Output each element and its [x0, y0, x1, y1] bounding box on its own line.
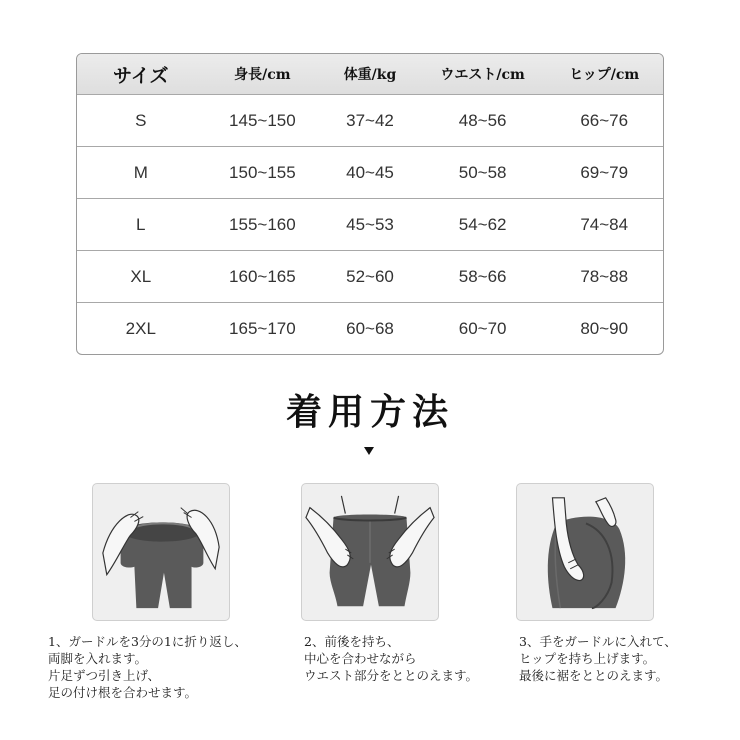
header-weight: 体重/kg	[343, 67, 397, 83]
header-hip: ヒップ/cm	[569, 67, 640, 83]
table-row	[77, 146, 663, 198]
down-arrow-icon	[364, 447, 374, 455]
step-2-line: ウエスト部分をととのえます。	[304, 668, 479, 683]
step-3-instructions	[519, 633, 677, 684]
step-2-line: 2、前後を持ち、	[304, 634, 400, 649]
weight-value: 37~42	[346, 110, 394, 130]
step-1-line: 片足ずつ引き上げ、	[48, 668, 161, 683]
hands-folding-girdle-illustration	[92, 483, 230, 621]
table-row	[77, 302, 663, 354]
hip-value: 80~90	[580, 318, 629, 338]
step-2-instructions	[304, 633, 478, 684]
size-label: M	[133, 162, 148, 182]
waist-value: 58~66	[458, 266, 507, 286]
step-1-line: 足の付け根を合わせます。	[48, 685, 198, 700]
hands-holding-front-back-illustration	[301, 483, 439, 621]
waist-value: 60~70	[458, 318, 507, 338]
hip-value: 69~79	[580, 162, 629, 182]
step-1-instructions	[48, 633, 247, 701]
height-value: 150~155	[229, 162, 296, 182]
step-3-line: 最後に裾をととのえます。	[519, 668, 669, 683]
hip-value: 74~84	[580, 214, 629, 234]
weight-value: 40~45	[346, 162, 394, 182]
size-label: S	[135, 110, 147, 130]
header-height: 身長/cm	[234, 67, 291, 83]
step-3-line: ヒップを持ち上げます。	[519, 651, 656, 666]
size-label: 2XL	[125, 318, 156, 338]
waist-value: 50~58	[458, 162, 507, 182]
table-row	[77, 250, 663, 302]
header-size: サイズ	[113, 64, 169, 87]
section-title: 着用方法	[285, 391, 454, 433]
height-value: 145~150	[229, 110, 296, 130]
weight-value: 60~68	[346, 318, 394, 338]
size-label: L	[136, 214, 146, 234]
table-row	[77, 94, 663, 146]
size-chart-header-row	[77, 54, 663, 94]
height-value: 160~165	[229, 266, 296, 286]
table-row	[77, 198, 663, 250]
size-label: XL	[130, 266, 152, 286]
hip-value: 66~76	[580, 110, 629, 130]
waist-value: 54~62	[458, 214, 507, 234]
size-chart-table	[76, 53, 664, 355]
hand-lifting-hip-illustration	[516, 483, 654, 621]
height-value: 165~170	[229, 318, 296, 338]
step-2-line: 中心を合わせながら	[304, 651, 417, 666]
header-waist: ウエスト/cm	[440, 67, 525, 83]
hip-value: 78~88	[580, 266, 629, 286]
step-1-line: 両脚を入れます。	[48, 651, 148, 666]
weight-value: 52~60	[346, 266, 394, 286]
waist-value: 48~56	[458, 110, 507, 130]
step-3-line: 3、手をガードルに入れて、	[519, 634, 677, 649]
height-value: 155~160	[229, 214, 296, 234]
weight-value: 45~53	[346, 214, 394, 234]
step-1-line: 1、ガードルを3分の1に折り返し、	[48, 634, 247, 649]
